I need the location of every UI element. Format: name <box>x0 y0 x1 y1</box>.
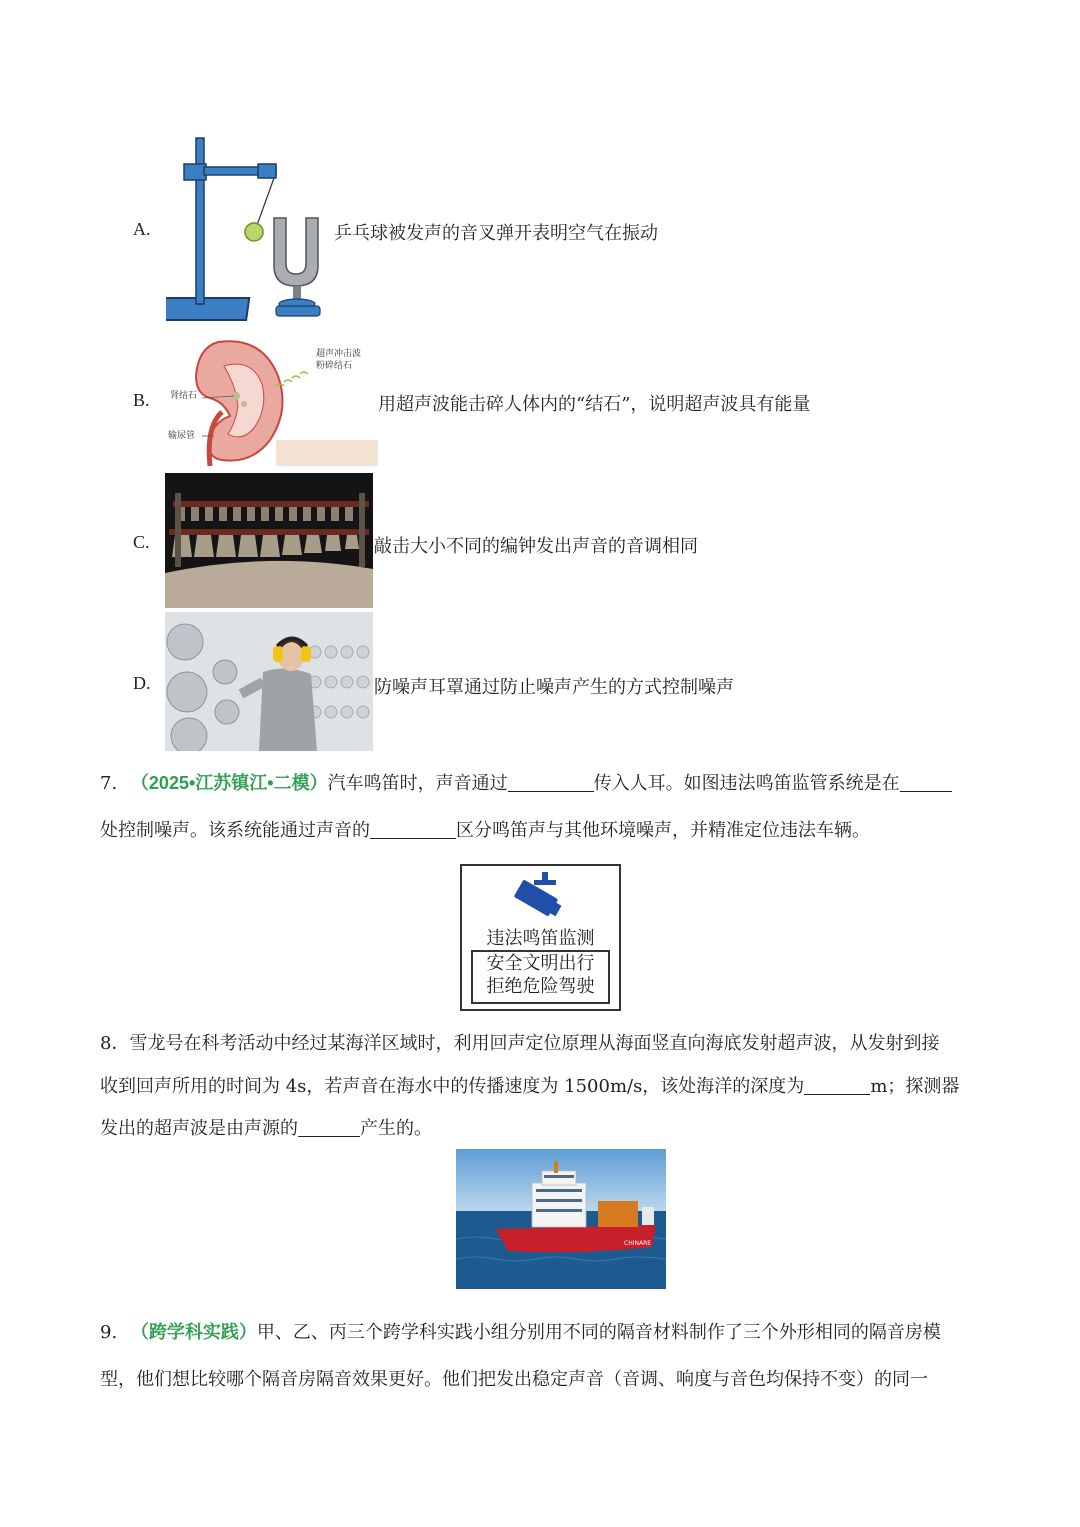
kidney-stone-diagram-image <box>166 336 378 468</box>
q8-line-1: 8．雪龙号在科考活动中经过某海洋区域时，利用回声定位原理从海面竖直向海底发射超声波，从发射到接 <box>100 1033 940 1054</box>
q9-line-2: 型，他们想比较哪个隔音房隔音效果更好。他们把发出稳定声音（音调、响度与音色均保持不变）的同一 <box>100 1369 928 1390</box>
option-b-letter: B. <box>133 390 150 410</box>
option-b-text: 用超声波能击碎人体内的“结石”，说明超声波具有能量 <box>378 394 811 415</box>
q9-number: 9. <box>100 1322 118 1343</box>
monitor-slogan-box <box>471 950 610 1004</box>
q7-blank-2 <box>900 773 952 792</box>
surveillance-camera-icon <box>512 872 572 918</box>
q8-blank-1 <box>804 1076 870 1095</box>
kidney-label-wave: 超声冲击波 <box>316 349 362 359</box>
q8-line-2 <box>100 1076 959 1098</box>
q8-text-2a: 收到回声所用的时间为 4s，若声音在海水中的传播速度为 1500m/s，该处海洋的深度为 <box>100 1076 805 1097</box>
option-d-text: 防噪声耳罩通过防止噪声产生的方式控制噪声 <box>374 677 734 698</box>
kidney-label-ureter: 输尿管 <box>168 431 196 441</box>
q7-blank-1 <box>508 773 594 792</box>
xuelong-ship-image <box>456 1149 666 1289</box>
ship-hull-label: CHINARE <box>624 1240 652 1247</box>
q8-text-2b: m；探测器 <box>870 1076 960 1097</box>
option-a-text: 乒乓球被发声的音叉弹开表明空气在振动 <box>334 223 658 244</box>
q7-line-2 <box>100 820 870 842</box>
option-a-letter: A. <box>133 219 151 239</box>
q8-line-3 <box>100 1118 432 1140</box>
chime-bells-image <box>165 473 373 608</box>
monitor-slogan-line-1: 安全文明出行 <box>486 953 595 974</box>
q7-text-2b: 区分鸣笛声与其他环境噪声，并精准定位违法车辆。 <box>456 820 870 841</box>
kidney-label-crush: 粉碎结石 <box>316 361 353 371</box>
monitor-title: 违法鸣笛监测 <box>486 928 595 949</box>
option-c-letter: C. <box>133 532 150 552</box>
q7-number: 7. <box>100 773 118 794</box>
monitor-slogan-line-2: 拒绝危险驾驶 <box>486 976 595 997</box>
option-c-text: 敲击大小不同的编钟发出声音的音调相同 <box>374 536 698 557</box>
q7-text-2a: 处控制噪声。该系统能通过声音的 <box>100 820 370 841</box>
honking-monitor-figure <box>460 864 621 1011</box>
q9-source-tag: （跨学科实践） <box>130 1322 257 1342</box>
q7-text-1b: 传入人耳。如图违法鸣笛监管系统是在 <box>593 773 900 794</box>
earmuff-worker-image <box>165 612 373 751</box>
option-d-letter: D. <box>133 673 151 693</box>
q8-blank-2 <box>298 1118 360 1137</box>
q8-text-3a: 发出的超声波是由声源的 <box>100 1118 298 1139</box>
q7-blank-3 <box>370 820 456 839</box>
q7-text-1a: 汽车鸣笛时，声音通过 <box>327 773 508 794</box>
q9-text-1: 甲、乙、丙三个跨学科实践小组分别用不同的隔音材料制作了三个外形相同的隔音房模 <box>256 1322 941 1343</box>
q9-line-1 <box>100 1321 941 1344</box>
kidney-label-stone: 肾结石 <box>170 391 198 401</box>
tuning-fork-apparatus-image <box>166 136 330 324</box>
q7-line-1 <box>100 772 952 795</box>
q7-source-tag: （2025•江苏镇江•二模） <box>130 773 328 793</box>
q8-text-3b: 产生的。 <box>360 1118 432 1139</box>
